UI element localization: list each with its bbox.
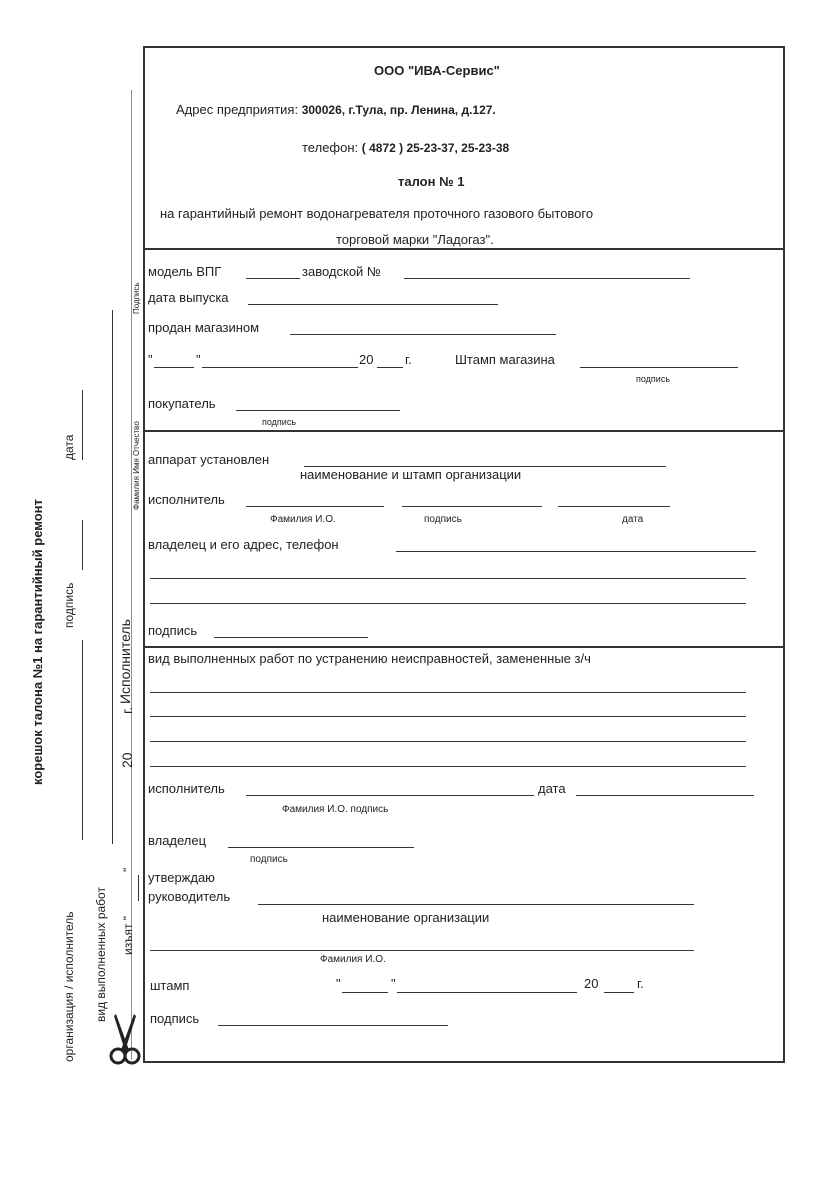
- installed-org-hint: наименование и штамп организации: [300, 467, 522, 482]
- repair-owner-hint: подпись: [250, 854, 288, 865]
- stub-day-field[interactable]: [138, 875, 139, 901]
- sale-day-field[interactable]: [154, 367, 194, 368]
- stub-title: корешок талона №1 на гарантийный ремонт: [30, 499, 45, 785]
- serial-field[interactable]: [404, 278, 690, 279]
- divider-sale: [143, 430, 785, 432]
- address-value: 300026, г.Тула, пр. Ленина, д.127.: [301, 103, 496, 117]
- install-executor-sign-field[interactable]: [402, 506, 542, 507]
- sale-year-suffix: г.: [405, 352, 412, 367]
- works-field-1[interactable]: [150, 692, 746, 693]
- purpose-line-2: торговой марки "Ладогаз".: [336, 232, 494, 247]
- phone-label: телефон:: [302, 140, 359, 155]
- repair-name-sign-hint: Фамилия И.О. подпись: [282, 804, 389, 815]
- model-field[interactable]: [246, 278, 300, 279]
- repair-executor-field[interactable]: [246, 795, 534, 796]
- stub-sign-field[interactable]: [82, 520, 83, 570]
- install-sign-hint: подпись: [424, 514, 462, 525]
- repair-date-label: дата: [538, 781, 566, 796]
- stub-quote: ": [121, 867, 135, 872]
- phone-value: ( 4872 ) 25-23-37, 25-23-38: [361, 141, 510, 155]
- address-line: [176, 102, 496, 117]
- sold-by-field[interactable]: [290, 334, 556, 335]
- store-stamp-field[interactable]: [580, 367, 738, 368]
- owner-address-field-3[interactable]: [150, 603, 746, 604]
- head-name-field[interactable]: [150, 950, 694, 951]
- repair-executor-label: исполнитель: [148, 781, 225, 796]
- divider-install: [143, 646, 785, 648]
- owner-address-label: владелец и его адрес, телефон: [148, 537, 339, 552]
- owner-signature-label: подпись: [148, 623, 198, 638]
- repair-month-field[interactable]: [397, 992, 577, 993]
- buyer-label: покупатель: [148, 396, 216, 411]
- head-label: руководитель: [148, 889, 231, 904]
- repair-day-field[interactable]: [342, 992, 388, 993]
- scissors-icon: [108, 1010, 142, 1066]
- repair-quote-close: ": [391, 976, 396, 991]
- release-date-label: дата выпуска: [148, 290, 229, 305]
- stub-sign-hint: подпись: [62, 582, 76, 628]
- repair-date-field[interactable]: [576, 795, 754, 796]
- head-name-hint: Фамилия И.О.: [320, 954, 386, 965]
- phone-line: [302, 140, 509, 155]
- sale-month-field[interactable]: [202, 367, 358, 368]
- company-name: ООО "ИВА-Сервис": [374, 63, 500, 78]
- stub-date-hint: дата: [62, 434, 76, 460]
- divider-header: [143, 248, 785, 250]
- repair-stamp-label: штамп: [150, 978, 190, 993]
- owner-signature-field[interactable]: [214, 637, 368, 638]
- works-field-3[interactable]: [150, 741, 746, 742]
- address-label: Адрес предприятия:: [176, 102, 299, 117]
- release-date-field[interactable]: [248, 304, 498, 305]
- sold-by-label: продан магазином: [148, 320, 260, 335]
- stub-works-field[interactable]: [112, 310, 113, 844]
- model-label: модель ВПГ: [148, 264, 222, 279]
- buyer-signature-field[interactable]: [236, 410, 400, 411]
- repair-signature-field[interactable]: [218, 1025, 448, 1026]
- stub-year-prefix: 20: [119, 752, 135, 768]
- works-label: вид выполненных работ по устранению неисправностей, замененные з/ч: [148, 651, 591, 666]
- owner-address-field-2[interactable]: [150, 578, 746, 579]
- serial-label: заводской №: [302, 264, 381, 279]
- works-field-2[interactable]: [150, 716, 746, 717]
- install-executor-label: исполнитель: [148, 492, 225, 507]
- store-stamp-label: Штамп магазина: [455, 352, 555, 367]
- store-signature-hint: подпись: [636, 374, 671, 384]
- works-field-4[interactable]: [150, 766, 746, 767]
- approve-label: утверждаю: [148, 870, 215, 885]
- sale-quote-open: ": [148, 352, 153, 367]
- sale-year-field[interactable]: [377, 367, 403, 368]
- cut-line: [131, 90, 132, 1060]
- install-name-hint: Фамилия И.О.: [270, 514, 336, 525]
- stub-org-field[interactable]: [82, 640, 83, 840]
- repair-year-suffix: г.: [637, 976, 644, 991]
- stub-side-sign: Подпись: [132, 282, 141, 314]
- repair-owner-label: владелец: [148, 833, 207, 848]
- install-date-hint: дата: [622, 514, 644, 525]
- repair-signature-label: подпись: [150, 1011, 200, 1026]
- stub-executor-label: Исполнитель: [117, 619, 133, 704]
- head-org-hint: наименование организации: [322, 910, 490, 925]
- stub-org-hint: организация / исполнитель: [62, 911, 76, 1062]
- repair-year-prefix: 20: [584, 976, 599, 991]
- purpose-line-1: на гарантийный ремонт водонагревателя проточного газового бытового: [160, 206, 594, 221]
- install-executor-name-field[interactable]: [246, 506, 384, 507]
- repair-quote-open: ": [336, 976, 341, 991]
- stub-removed-label: изъят ": [121, 915, 135, 955]
- buyer-signature-hint: подпись: [262, 417, 297, 427]
- stub-year-suffix: г.: [119, 706, 135, 714]
- repair-owner-field[interactable]: [228, 847, 414, 848]
- sale-quote-close: ": [196, 352, 201, 367]
- install-date-field[interactable]: [558, 506, 670, 507]
- repair-year-field[interactable]: [604, 992, 634, 993]
- stub-date-field[interactable]: [82, 390, 83, 460]
- coupon-title: талон № 1: [398, 174, 465, 189]
- head-org-field[interactable]: [258, 904, 694, 905]
- owner-address-field-1[interactable]: [396, 551, 756, 552]
- installed-label: аппарат установлен: [148, 452, 270, 467]
- stub-side-fio: Фамилия Имя Отчество: [132, 421, 141, 510]
- sale-year-prefix: 20: [359, 352, 374, 367]
- stub-works-hint: вид выполненных работ: [94, 887, 108, 1022]
